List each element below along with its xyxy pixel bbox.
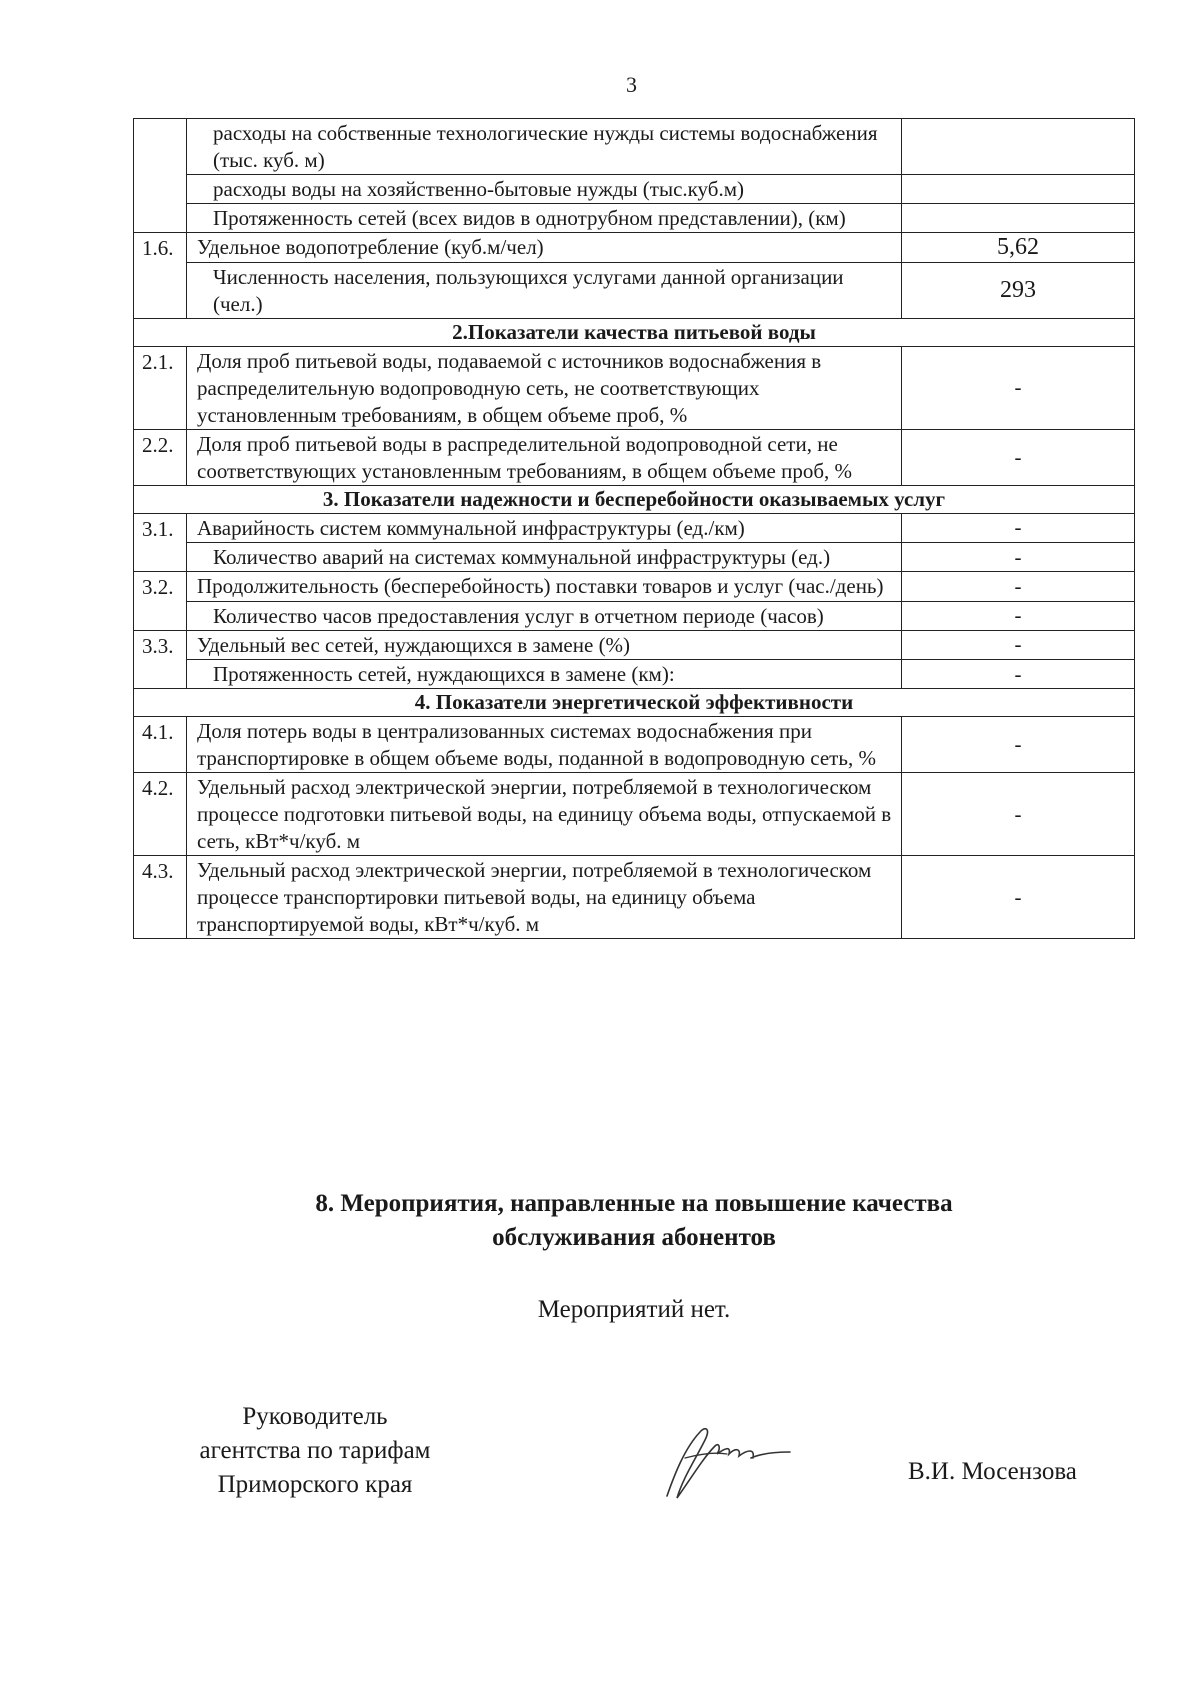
handwritten-signature [655,1418,795,1508]
row-value: - [902,856,1135,939]
row-text: Количество часов предоставления услуг в отчетном периоде (часов) [187,601,902,630]
row-text: Удельный расход электрической энергии, потребляемой в технологическом процессе транспортировки питьевой воды, на единицу объема транспортируемой воды, кВт*ч/куб. м [187,856,902,939]
row-text: Протяженность сетей (всех видов в однотрубном представлении), (км) [187,204,902,233]
table-row [134,543,1135,572]
row-value: - [902,543,1135,572]
section-8-heading [133,1187,1135,1255]
table-row [134,513,1135,543]
row-number: 4.3. [134,856,187,939]
table-row [134,601,1135,630]
table-row [134,630,1135,660]
row-number [134,119,187,175]
row-value [902,175,1135,204]
row-number: 1.6. [134,233,187,263]
section-header [134,485,1135,513]
page-number: 3 [626,72,637,97]
no-events-note: Мероприятий нет. [537,1296,731,1323]
row-value: 5,62 [902,233,1135,263]
row-text: Удельный вес сетей, нуждающихся в замене (%) [187,630,902,660]
row-text: Протяженность сетей, нуждающихся в замене (км): [187,660,902,689]
row-number: 3.2. [134,572,187,602]
row-text: расходы воды на хозяйственно-бытовые нужды (тыс.куб.м) [187,175,902,204]
indicators-table [133,118,1135,939]
section-8-heading-line2: обслуживания абонентов [492,1224,776,1251]
row-value: - [902,773,1135,856]
row-value: - [902,429,1135,485]
row-text: Доля проб питьевой воды, подаваемой с источников водоснабжения в распределительную водопроводную сеть, не соответствующих установленным требованиям, в общем объеме проб, % [187,346,902,429]
table-row [134,572,1135,602]
row-text: Количество аварий на системах коммунальной инфраструктуры (ед.) [187,543,902,572]
table-row [134,773,1135,856]
table-row [134,717,1135,773]
table-row [134,175,1135,204]
table-row [134,119,1135,175]
row-value: - [902,601,1135,630]
row-value: - [902,572,1135,602]
row-value [902,204,1135,233]
row-value [902,119,1135,175]
row-number: 2.1. [134,346,187,429]
row-number: 3.3. [134,630,187,660]
row-text: Аварийность систем коммунальной инфраструктуры (ед./км) [187,513,902,543]
section-3-title: 3. Показатели надежности и бесперебойности оказываемых услуг [134,485,1135,513]
row-value: 293 [902,262,1135,318]
signatory-title-line3: Приморского края [217,1471,413,1498]
section-header [134,689,1135,717]
row-value: - [902,346,1135,429]
row-value: - [902,513,1135,543]
signatory-title-line2: агентства по тарифам [199,1437,431,1464]
section-4-title: 4. Показатели энергетической эффективности [134,689,1135,717]
table-row [134,660,1135,689]
row-value: - [902,630,1135,660]
table-row [134,233,1135,263]
section-2-title: 2.Показатели качества питьевой воды [134,318,1135,346]
signatory-title [160,1400,470,1502]
table-row [134,204,1135,233]
row-text: Удельное водопотребление (куб.м/чел) [187,233,902,263]
section-8-heading-line1: 8. Мероприятия, направленные на повышение качества [315,1190,953,1217]
row-text: Удельный расход электрической энергии, потребляемой в технологическом процессе подготовки питьевой воды, на единицу объема воды, отпускаемой в сеть, кВт*ч/куб. м [187,773,902,856]
row-text: Продолжительность (бесперебойность) поставки товаров и услуг (час./день) [187,572,902,602]
signatory-title-line1: Руководитель [242,1403,388,1430]
table-row [134,346,1135,429]
table-row [134,856,1135,939]
row-text: Доля проб питьевой воды в распределительной водопроводной сети, не соответствующих установленным требованиям, в общем объеме проб, % [187,429,902,485]
row-text: Численность населения, пользующихся услугами данной организации (чел.) [187,262,902,318]
table-row [134,429,1135,485]
table-row [134,262,1135,318]
row-text: Доля потерь воды в централизованных системах водоснабжения при транспортировке в общем объеме воды, поданной в водопроводную сеть, % [187,717,902,773]
row-text: расходы на собственные технологические нужды системы водоснабжения (тыс. куб. м) [187,119,902,175]
row-value: - [902,660,1135,689]
row-number: 4.1. [134,717,187,773]
signatory-name: В.И. Мосензова [908,1458,1077,1485]
row-number: 3.1. [134,513,187,543]
row-value: - [902,717,1135,773]
section-header [134,318,1135,346]
row-number: 4.2. [134,773,187,856]
row-number: 2.2. [134,429,187,485]
